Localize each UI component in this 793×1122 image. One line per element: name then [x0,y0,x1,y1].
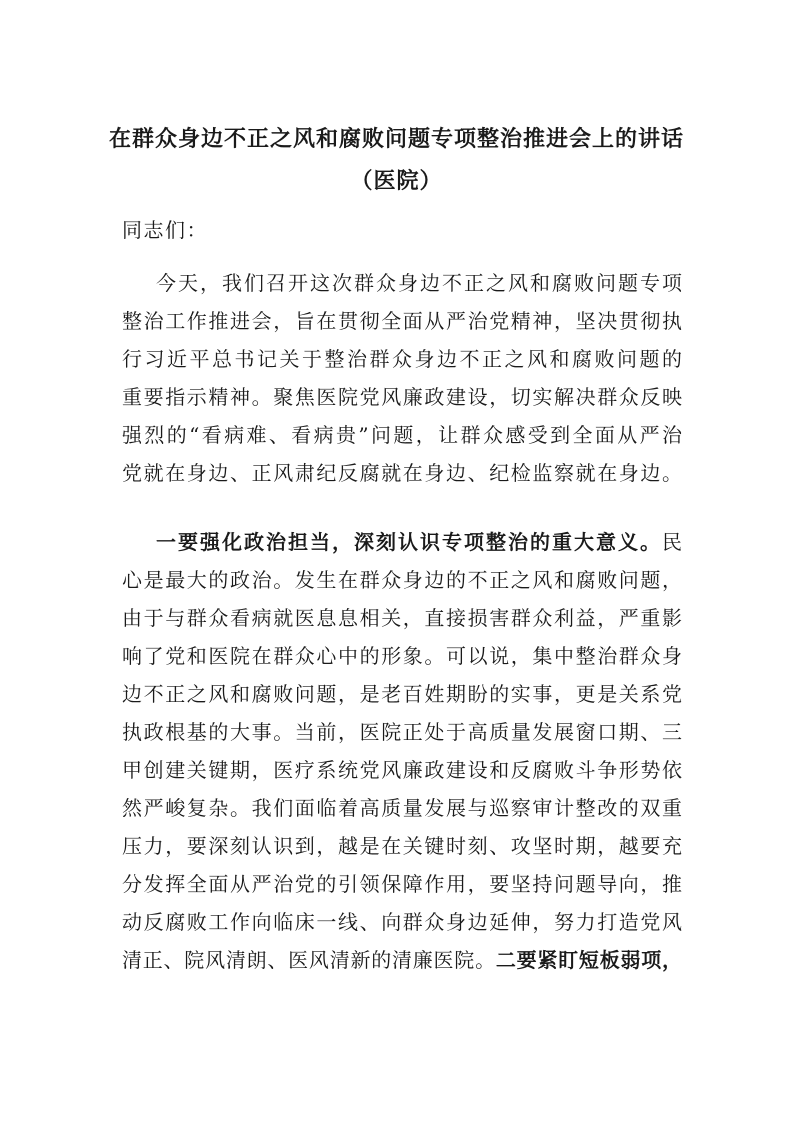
paragraph-line: 由于与群众看病就医息息相关，直接损害群众利益，严重影 [122,606,682,630]
paragraph-line: 分发挥全面从严治党的引领保障作用，要坚持问题导向，推 [122,872,682,896]
paragraph-line: 今天，我们召开这次群众身边不正之风和腐败问题专项 [156,271,682,295]
paragraph-line [122,523,682,561]
paragraph-line: 响了党和医院在群众心中的形象。可以说，集中整治群众身 [122,644,682,668]
document-subtitle: （医院） [350,168,443,194]
paragraph-line: 边不正之风和腐败问题，是老百姓期盼的实事，更是关系党 [122,682,682,706]
section-two-heading: 二要紧盯短板弱项， [495,948,683,972]
section-heading: 一要强化政治担当，深刻认识专项整治的重大意义。 [156,530,662,554]
paragraph-line: 压力，要深刻认识到，越是在关键时刻、攻坚时期，越要充 [122,834,682,858]
paragraph-line [122,941,682,979]
document-title: 在群众身边不正之风和腐败问题专项整治推进会上的讲话 [108,126,684,152]
paragraph-line: 重要指示精神。聚焦医院党风廉政建设，切实解决群众反映 [122,385,682,409]
paragraph-line: 强烈的“看病难、看病贵”问题，让群众感受到全面从严治 [122,423,682,447]
paragraph-line: 甲创建关键期，医疗系统党风廉政建设和反腐败斗争形势依 [122,758,682,782]
paragraph-intro [122,264,682,492]
paragraph-line: 心是最大的政治。发生在群众身边的不正之风和腐败问题， [122,568,682,592]
paragraph-line: 整治工作推进会，旨在贯彻全面从严治党精神，坚决贯彻执 [122,309,682,333]
paragraph-line: 然严峻复杂。我们面临着高质量发展与巡察审计整改的双重 [122,796,682,820]
paragraph-section-one [122,523,682,979]
paragraph-line: 动反腐败工作向临床一线、向群众身边延伸，努力打造党风 [122,910,682,934]
heading-tail-text: 民 [662,530,682,554]
paragraph-line: 党就在身边、正风肃纪反腐就在身边、纪检监察就在身边。 [122,461,682,485]
paragraph-line: 行习近平总书记关于整治群众身边不正之风和腐败问题的 [122,347,682,371]
last-line-text: 清正、院风清朗、医风清新的清廉医院。 [122,948,496,972]
paragraph-line: 执政根基的大事。当前，医院正处于高质量发展窗口期、三 [122,720,682,744]
salutation: 同志们： [122,218,208,242]
